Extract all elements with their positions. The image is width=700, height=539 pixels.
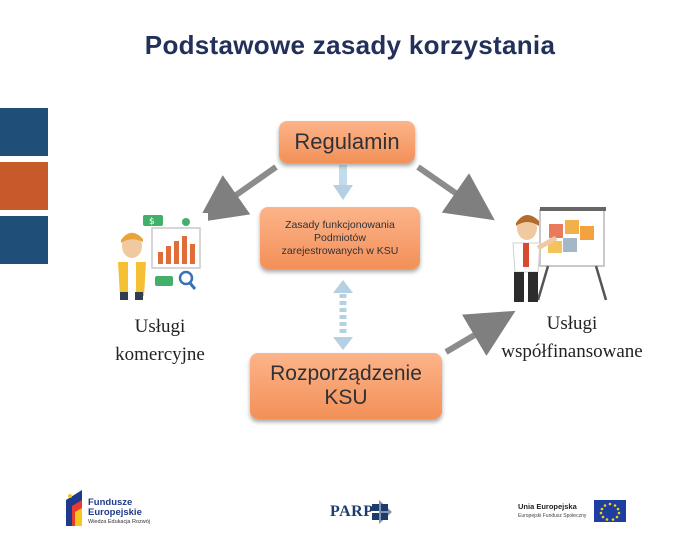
cofinanced-services-label <box>472 310 672 366</box>
cofinanced-illustration <box>505 207 607 303</box>
zasady-line-3: zarejestrowanych w KSU <box>281 244 399 257</box>
eu-flag <box>594 500 626 522</box>
slide-title: Podstawowe zasady korzystania <box>144 30 556 60</box>
commercial-services-label <box>92 313 228 369</box>
zasady-line-2: Podmiotów <box>314 231 366 244</box>
fundusze-europejskie-text <box>88 498 150 527</box>
arrow-zasady-rozporzadzenie <box>333 280 353 350</box>
commercial-illustration <box>112 213 208 300</box>
zasady-line-1: Zasady funkcjonowania <box>285 218 395 231</box>
cofinanced-line-2: współfinansowane <box>501 341 643 362</box>
fe-line-3: Wiedza Edukacja Rozwój <box>88 519 151 525</box>
arrow-to-commercial <box>212 167 276 212</box>
rozporzadzenie-line-2: KSU <box>324 386 368 409</box>
zasady-funkcjonowania-box <box>260 207 420 269</box>
unia-europejska-text <box>518 502 586 520</box>
rozporzadzenie-line-1: Rozporządzenie <box>270 362 422 385</box>
fe-line-2: Europejskie <box>88 507 142 518</box>
regulamin-box <box>279 121 415 163</box>
ue-line-2: Europejski Fundusz Społeczny <box>518 513 587 519</box>
commercial-line-2: komercyjne <box>115 344 205 365</box>
arrow-to-cofinanced <box>418 167 480 210</box>
arrow-regulamin-to-zasady <box>333 165 353 200</box>
regulamin-label: Regulamin <box>294 129 400 154</box>
rozporzadzenie-box <box>250 353 442 419</box>
ue-line-1: Unia Europejska <box>518 502 577 511</box>
parp-logo-text: PARP <box>330 503 374 520</box>
cofinanced-line-1: Usługi <box>546 313 598 334</box>
commercial-line-1: Usługi <box>134 316 186 337</box>
fe-line-1: Fundusze <box>88 497 133 508</box>
parp-logo-mark <box>372 500 392 524</box>
fundusze-europejskie-logo <box>66 490 82 526</box>
svg-text:$: $ <box>149 217 155 227</box>
